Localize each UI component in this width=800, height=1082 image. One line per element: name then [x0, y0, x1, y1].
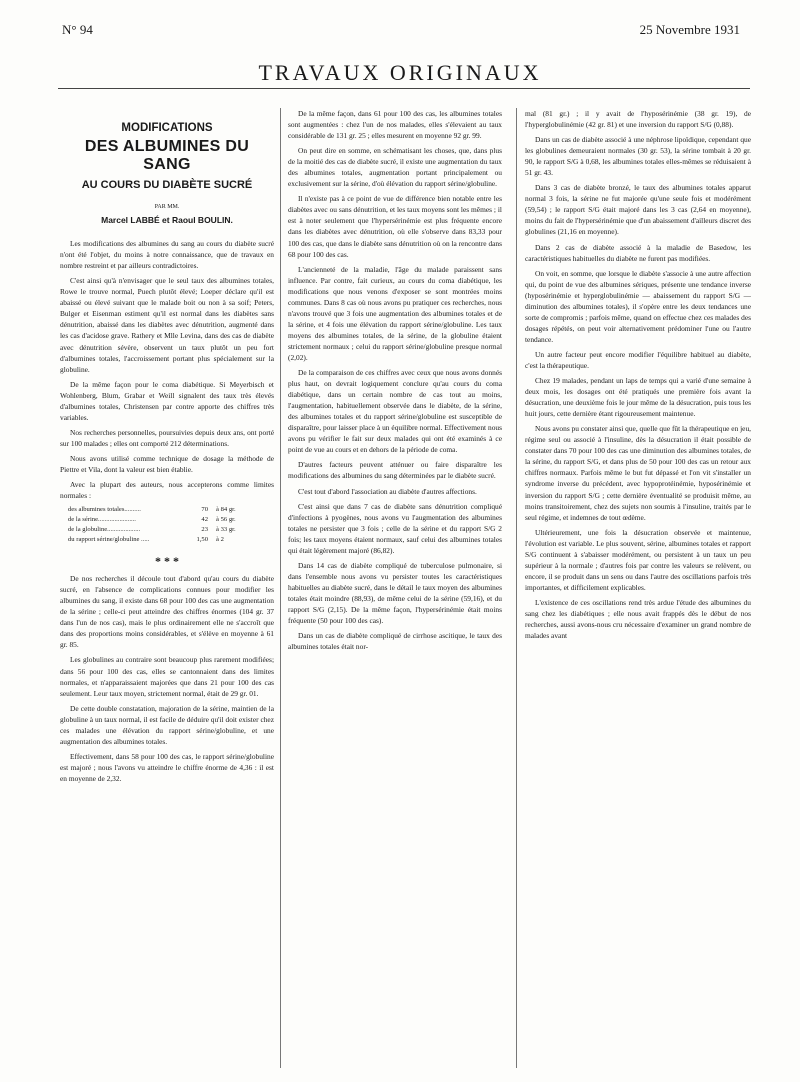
paragraph: Un autre facteur peut encore modifier l'équilibre habituel au diabète, c'est la thérapeutique. — [525, 349, 751, 370]
table-label: du rapport sérine/globuline ..... — [68, 536, 150, 544]
paragraph: De cette double constatation, majoration de la sérine, maintien de la globuline à un taux normal, il est facile de déduire qu'il doit exister chez ces malades une élévation du rapport sérine/globuline, et une augmentation des albumines totales. — [60, 703, 274, 746]
section-title: TRAVAUX ORIGINAUX — [258, 60, 542, 85]
column-separator — [280, 108, 281, 1068]
paragraph: Dans 2 cas de diabète associé à la maladie de Basedow, les caractéristiques habituelles du diabète ne furent pas modifiées. — [525, 242, 751, 263]
table-value: 1,50 — [196, 536, 208, 544]
paragraph: On voit, en somme, que lorsque le diabète s'associe à une autre affection qui, du point de vue des albumines sériques, présente une tendance inverse (hyposérinémie et hyperglobulinémie — abaissement du rapport S/G — diminution des albumines totales), il s'opère entre les deux tendances une sorte de compromis ; parfois même, quand on effectue chez ces malades des dosages répétés, on peut voir alternativement prédominer l'une ou l'autre tendance. — [525, 268, 751, 344]
paragraph: Dans un cas de diabète associé à une néphrose lipoïdique, cependant que les globulines demeuraient normales (30 gr. 53), la sérine tombait à 20 gr. 90, le rapport S/G à 0,68, les albumines totales elles-mêmes se réduisaient à 51 gr. 43. — [525, 135, 751, 178]
paragraph: Chez 19 malades, pendant un laps de temps qui a varié d'une semaine à deux mois, les dosages ont été pratiqués une première fois avant la désucration, une deuxième fois le jour même de la désucration, puis tous les huit jours, cette dernière étant rigoureusement maintenue. — [525, 376, 751, 419]
column-1 — [60, 108, 274, 1068]
byline-prefix: PAR MM. — [154, 204, 180, 210]
table-unit: à 2 — [216, 536, 224, 544]
paragraph: L'existence de ces oscillations rend très ardue l'étude des albumines du sang chez les diabétiques ; elle nous avait frappés dès le début de nos recherches, aussi avons-nous cru nécessaire d'examiner un grand nombre de malades avant — [525, 597, 751, 641]
paragraph: Nous avons utilisé comme technique de dosage la méthode de Piettre et Vila, dont la valeur est bien établie. — [60, 453, 274, 474]
paragraph: Les globulines au contraire sont beaucoup plus rarement modifiées; dans 56 pour 100 des cas, elles se cantonnaient dans des limites normales, et n'apparaissaient majorées que dans 21 pour 100 des cas seulement. Leur taux moyen, strictement normal, était de 29 gr. 01. — [60, 655, 274, 698]
paragraph: D'autres facteurs peuvent atténuer ou faire disparaître les modifications des albumines du sang déterminées par le diabète sucré. — [288, 460, 502, 481]
article-title-line2: DES ALBUMINES DU SANG — [84, 138, 250, 173]
paragraph: Il n'existe pas à ce point de vue de différence bien notable entre les diabètes avec ou sans dénutrition, et les taux moyens sont les mêmes ; il est à noter seulement que l'hypersérinémie est plus fréquente encore dans les diabètes avec dénutrition, où elle s'observe dans 83,33 pour 100 des cas, que dans le diabète sans dénutrition où on la rencontre dans 68 pour 100 des cas. — [288, 194, 502, 259]
paragraph: Effectivement, dans 58 pour 100 des cas, le rapport sérine/globuline est majoré ; nous l'avons vu atteindre le chiffre énorme de 4,36 : il est en moyenne de 2,32. — [60, 751, 274, 783]
paragraph: Avec la plupart des auteurs, nous accepterons comme limites normales : — [60, 480, 274, 501]
section-break-stars: * * * — [155, 554, 179, 569]
table-row — [68, 505, 274, 515]
column-separator — [516, 108, 517, 1068]
table-unit: à 56 gr. — [216, 516, 236, 524]
table-row — [68, 515, 274, 525]
normal-limits-table — [68, 505, 274, 545]
column-3 — [525, 108, 751, 1068]
table-unit: à 33 gr. — [216, 526, 236, 534]
paragraph: Dans 3 cas de diabète bronzé, le taux des albumines totales apparut normal 3 fois, la sérine ne fut majorée qu'une seule fois et modérément (59,54) ; le rapport S/G était majoré dans les 3 cas (2,64 en moyenne), moins du fait de l'hypersérinémie que d'un abaissement d'ailleurs discret des globulines (21,16 en moyenne). — [525, 183, 751, 237]
paragraph: C'est tout d'abord l'association au diabète d'autres affections. — [298, 486, 477, 496]
table-label: de la sérine....................... — [68, 516, 136, 524]
article-authors: Marcel LABBÉ et Raoul BOULIN. — [101, 215, 233, 226]
column-2 — [288, 108, 502, 1068]
table-row — [68, 535, 274, 545]
paragraph: Ultérieurement, une fois la désucration observée et maintenue, l'évolution est variable. Le plus souvent, sérine, albumines totales et rapport S/G continuent à s'abaisser modérément, ou persistent à un taux un peu supérieur à la normale ; d'autres fois par contre les valeurs se relèvent, ou encore, il se produit dans un sens ou dans l'autre des oscillations parfois très importantes, et difficilement explicables. — [525, 527, 751, 592]
table-label: de la globuline.................... — [68, 526, 141, 534]
table-label: des albumines totales.......... — [68, 506, 141, 514]
paragraph: De la comparaison de ces chiffres avec ceux que nous avons donnés plus haut, on devrait logiquement conclure qu'au cours du coma diabétique, dans un certain nombre de cas tout au moins, l'augmentation, habituellement observée dans le diabète, de la sérine, des albumines totales et du rapport sérine/globuline est susceptible de disparaître, pour laisser place à un équilibre normal. Effectivement nous avons pu vérifier le fait sur deux malades qui ont été examinés à ce point de vue au cours et en dehors de la période de coma. — [288, 368, 502, 455]
paragraph: De la même façon pour le coma diabétique. Si Meyerbisch et Wohlenberg, Blum, Grabar et Weill signalent des taux très élevés d'albumines totales, Christensen par contre apporte des chiffres très variables. — [60, 379, 274, 422]
paragraph: Nos recherches personnelles, poursuivies depuis deux ans, ont porté sur 100 malades ; elles ont comporté 212 déterminations. — [60, 427, 274, 448]
table-unit: à 84 gr. — [216, 506, 236, 514]
table-value: 23 — [201, 526, 208, 534]
article-title-line1: MODIFICATIONS — [121, 122, 213, 134]
header-rule — [58, 88, 750, 89]
paragraph: C'est ainsi que dans 7 cas de diabète sans dénutrition compliqué d'infections à pyogènes, nous avons vu l'augmentation des albumines totales ne persister que 3 fois ; celle de la sérine et du rapport S/G 2 fois; les taux moyens étaient normaux, sauf celui des albumines totales qui était légèrement majoré (86,82). — [288, 501, 502, 555]
paragraph: De la même façon, dans 61 pour 100 des cas, les albumines totales sont augmentées : chez l'un de nos malades, elles s'élevaient au taux considérable de 131 gr. 25 ; elles mesurent en moyenne 92 gr. 99. — [288, 109, 502, 141]
paragraph: On peut dire en somme, en schématisant les choses, que, dans plus de la moitié des cas de diabète sucré, il existe une augmentation du taux des albumines totales, augmentation portant principalement ou exclusivement sur la sérine, d'où élévation du rapport sérine/globuline. — [288, 146, 502, 189]
table-value: 42 — [201, 516, 208, 524]
paragraph: De nos recherches il découle tout d'abord qu'au cours du diabète sucré, en l'absence de complications connues pour modifier les albumines du sang, il existe dans 68 pour 100 des cas une augmentation de la sérine ; celle-ci peut atteindre des chiffres énormes (104 gr. 37 dans l'un de nos cas), mais le plus ordinairement elle ne s'accroît que dans des proportions moins considérables, et s'élève en moyenne à 61 gr. 85. — [60, 574, 274, 650]
paragraph: Dans 14 cas de diabète compliqué de tuberculose pulmonaire, si dans l'ensemble nous avons vu persister toutes les caractéristiques habituelles au diabète sucré, dans le détail le taux moyen des albumines totales était moindre (88,93), de même celui de la sérine (59,16), et du rapport S/G (2,15). De la même façon, l'hypersérinémie était moins fréquente (50 pour 100 des cas). — [288, 560, 502, 626]
article-title-line3: AU COURS DU DIABÈTE SUCRÉ — [81, 179, 253, 191]
table-row — [68, 525, 274, 535]
issue-date: 25 Novembre 1931 — [639, 22, 740, 37]
paragraph: Les modifications des albumines du sang au cours du diabète sucré n'ont été l'objet, du moins à notre connaissance, que de travaux en nombre restreint et par ailleurs contradictoires. — [60, 239, 274, 271]
table-value: 70 — [201, 506, 208, 514]
paragraph: L'ancienneté de la maladie, l'âge du malade paraissent sans influence. Par contre, fait curieux, au cours du coma diabétique, les modifications que nous venons d'exposer se sont montrées moins communes. Dans 8 cas où nous avons pu pratiquer ces recherches, nous n'avons trouvé que 3 fois une augmentation des albumines totales et de la sérine, et 4 fois une élévation du rapport sérine/globuline. Les taux moyens des albumines totales, de la sérine, de la globuline étaient strictement normaux ; celui du rapport sérine/globuline presque normal (2,02). — [288, 264, 502, 362]
paragraph: Nous avons pu constater ainsi que, quelle que fût la thérapeutique en jeu, régime seul ou associé à l'insuline, dès la désucration il était possible de constater dans 70 pour 100 des cas une diminution des albumines totales, de la sérine, du rapport S/G, et dans plus de 50 pour 100 des cas un retour aux chiffres normaux. Parfois même le but fut dépassé et l'on vit s'installer un syndrome inverse du précédent, avec hypoprotéinémie, hyposérinémie et inversion du rapport S/G ; cette dernière éventualité se produisit même, au moins transitoirement, chez des sujets non soumis à l'insuline, traités par le seul régime, et indemnes de tout œdème. — [525, 424, 751, 522]
paragraph: mal (81 gr.) ; il y avait de l'hyposérinémie (38 gr. 19), de l'hyperglobulinémie (42 gr. 81) et une inversion du rapport S/G (0,88). — [525, 109, 751, 130]
issue-number: N° 94 — [62, 22, 93, 37]
paragraph: Dans un cas de diabète compliqué de cirrhose ascitique, le taux des albumines totales était nor- — [288, 631, 502, 652]
paragraph: C'est ainsi qu'à n'envisager que le seul taux des albumines totales, Rowe le trouve normal, Puech plutôt élevé; Loeper déclare qu'il est abaissé ou élevé suivant que le malade boit ou non à sa soif; Peters, Bulger et Eisenman estiment qu'il est normal dans les diabètes sans dénutrition, abaissé dans les diabètes avec dénutrition, augmenté dans les cas d'acidose grave. Rathery et Mlle Levina, dans des cas de diabète avec dénutrition sévère, observent un taux plutôt un peu fort d'albumines totales, l'accroissement portant plus spécialement sur la globuline. — [60, 276, 274, 374]
